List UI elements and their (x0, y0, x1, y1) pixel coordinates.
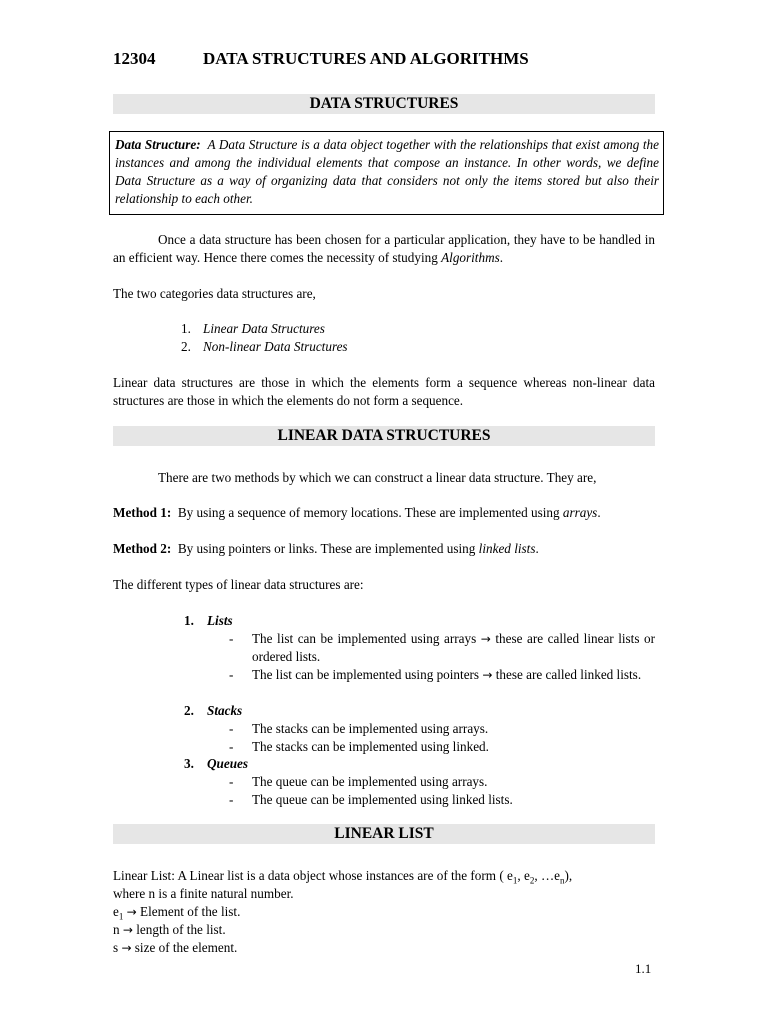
list-item (229, 773, 655, 791)
paragraph-intro-text: Once a data structure has been chosen for a particular application, they have to be handled in an efficient way. Hence there comes the necessity of studying (113, 232, 655, 265)
list-item (229, 720, 655, 738)
list-item-label: Linear Data Structures (203, 321, 325, 336)
type-label: Lists (207, 613, 233, 628)
dash-bullet: - (229, 739, 234, 754)
def-text: Linear List: A Linear list is a data object whose instances are of the form ( e (113, 868, 513, 883)
type-lists-heading (184, 612, 233, 630)
type-number: 3. (184, 756, 194, 771)
subscript: 1 (512, 875, 518, 886)
item-text: these are called linear lists or ordered lists. (252, 631, 656, 664)
definition-text: A Data Structure is a data object together with the relationships that exist among the instances and among the individual elements that compose an instance. In other words, we define Data Structure as a way of organizing data that considers not only the items stored but also their relationship to each other. (115, 137, 659, 206)
item-text: The list can be implemented using pointers (252, 667, 483, 682)
item-text: these are called linked lists. (492, 667, 642, 682)
method-1-text: By using a sequence of memory locations. These are implemented using (177, 505, 563, 520)
right-arrow-icon: → (480, 632, 491, 646)
linear-list-line-3 (113, 903, 655, 921)
type-stacks-heading (184, 702, 242, 720)
method-2-end: . (535, 541, 539, 556)
right-arrow-icon: → (122, 923, 133, 937)
linear-list-definition (113, 867, 655, 885)
dash-bullet: - (229, 667, 234, 682)
dash-bullet: - (229, 792, 234, 807)
method-2-text: By using pointers or links. These are implemented using (177, 541, 479, 556)
emph-algorithms: Algorithms (441, 250, 500, 265)
section-heading-linear-list: LINEAR LIST (113, 824, 655, 844)
section-heading-data-structures: DATA STRUCTURES (113, 94, 655, 114)
def-text: , e (517, 868, 530, 883)
category-list (181, 320, 348, 356)
list-item (181, 320, 348, 338)
def-text: , …e (534, 868, 560, 883)
method-1-end: . (597, 505, 601, 520)
definition-term: Data Structure: (115, 137, 201, 152)
method-2-label: Method 2: (113, 541, 172, 556)
type-label: Stacks (207, 703, 243, 718)
type-queues-heading (184, 755, 248, 773)
item-text: The list can be implemented using arrays (252, 631, 481, 646)
paragraph-intro (113, 231, 655, 267)
right-arrow-icon: → (126, 905, 137, 919)
list-item-number: 1. (181, 321, 191, 336)
linear-list-line-2: where n is a finite natural number. (113, 886, 294, 901)
right-arrow-icon: → (121, 941, 132, 955)
paragraph-categories: The two categories data structures are, (113, 286, 316, 301)
right-arrow-icon: → (482, 668, 493, 682)
symbol: n (113, 922, 123, 937)
def-text: ), (564, 868, 573, 883)
type-number: 1. (184, 613, 194, 628)
item-text: The queue can be implemented using arrays. (252, 774, 488, 789)
method-1-label: Method 1: (113, 505, 172, 520)
page-number: 1.1 (635, 961, 652, 976)
definition-box (109, 131, 664, 215)
dash-bullet: - (229, 721, 234, 736)
dash-bullet: - (229, 774, 234, 789)
list-item (181, 338, 348, 356)
list-item (229, 666, 655, 684)
emph-arrays: arrays (562, 505, 598, 520)
paragraph-methods-intro: There are two methods by which we can construct a linear data structure. They are, (158, 470, 597, 485)
symbol: e (113, 904, 119, 919)
def-text: Element of the list. (136, 904, 241, 919)
list-item-label: Non-linear Data Structures (203, 339, 348, 354)
emph-linked-lists: linked lists (478, 541, 536, 556)
item-text: The stacks can be implemented using linked. (252, 739, 489, 754)
list-item-number: 2. (181, 339, 191, 354)
linear-list-line-4 (113, 921, 655, 939)
method-2 (113, 540, 655, 558)
linear-list-line-5 (113, 939, 655, 957)
method-1 (113, 504, 655, 522)
paragraph-linear-definition: Linear data structures are those in which the elements form a sequence whereas non-linear data structures are those in which the elements do not form a sequence. (113, 375, 655, 408)
list-item (229, 630, 655, 666)
subscript: 1 (118, 911, 124, 922)
list-item (229, 791, 655, 809)
paragraph-types-intro: The different types of linear data structures are: (113, 577, 364, 592)
item-text: The queue can be implemented using linked lists. (252, 792, 513, 807)
subscript: n (559, 875, 565, 886)
dash-bullet: - (229, 631, 234, 646)
symbol: s (113, 940, 122, 955)
paragraph-intro-end: . (499, 250, 504, 265)
course-title: DATA STRUCTURES AND ALGORITHMS (203, 49, 529, 68)
list-item (229, 738, 655, 756)
course-code: 12304 (113, 49, 156, 68)
section-heading-linear-data-structures: LINEAR DATA STRUCTURES (113, 426, 655, 446)
type-label: Queues (207, 756, 249, 771)
page-header (113, 48, 529, 70)
item-text: The stacks can be implemented using arrays. (252, 721, 489, 736)
type-number: 2. (184, 703, 194, 718)
def-text: length of the list. (132, 922, 226, 937)
subscript: 2 (529, 875, 535, 886)
def-text: size of the element. (131, 940, 238, 955)
